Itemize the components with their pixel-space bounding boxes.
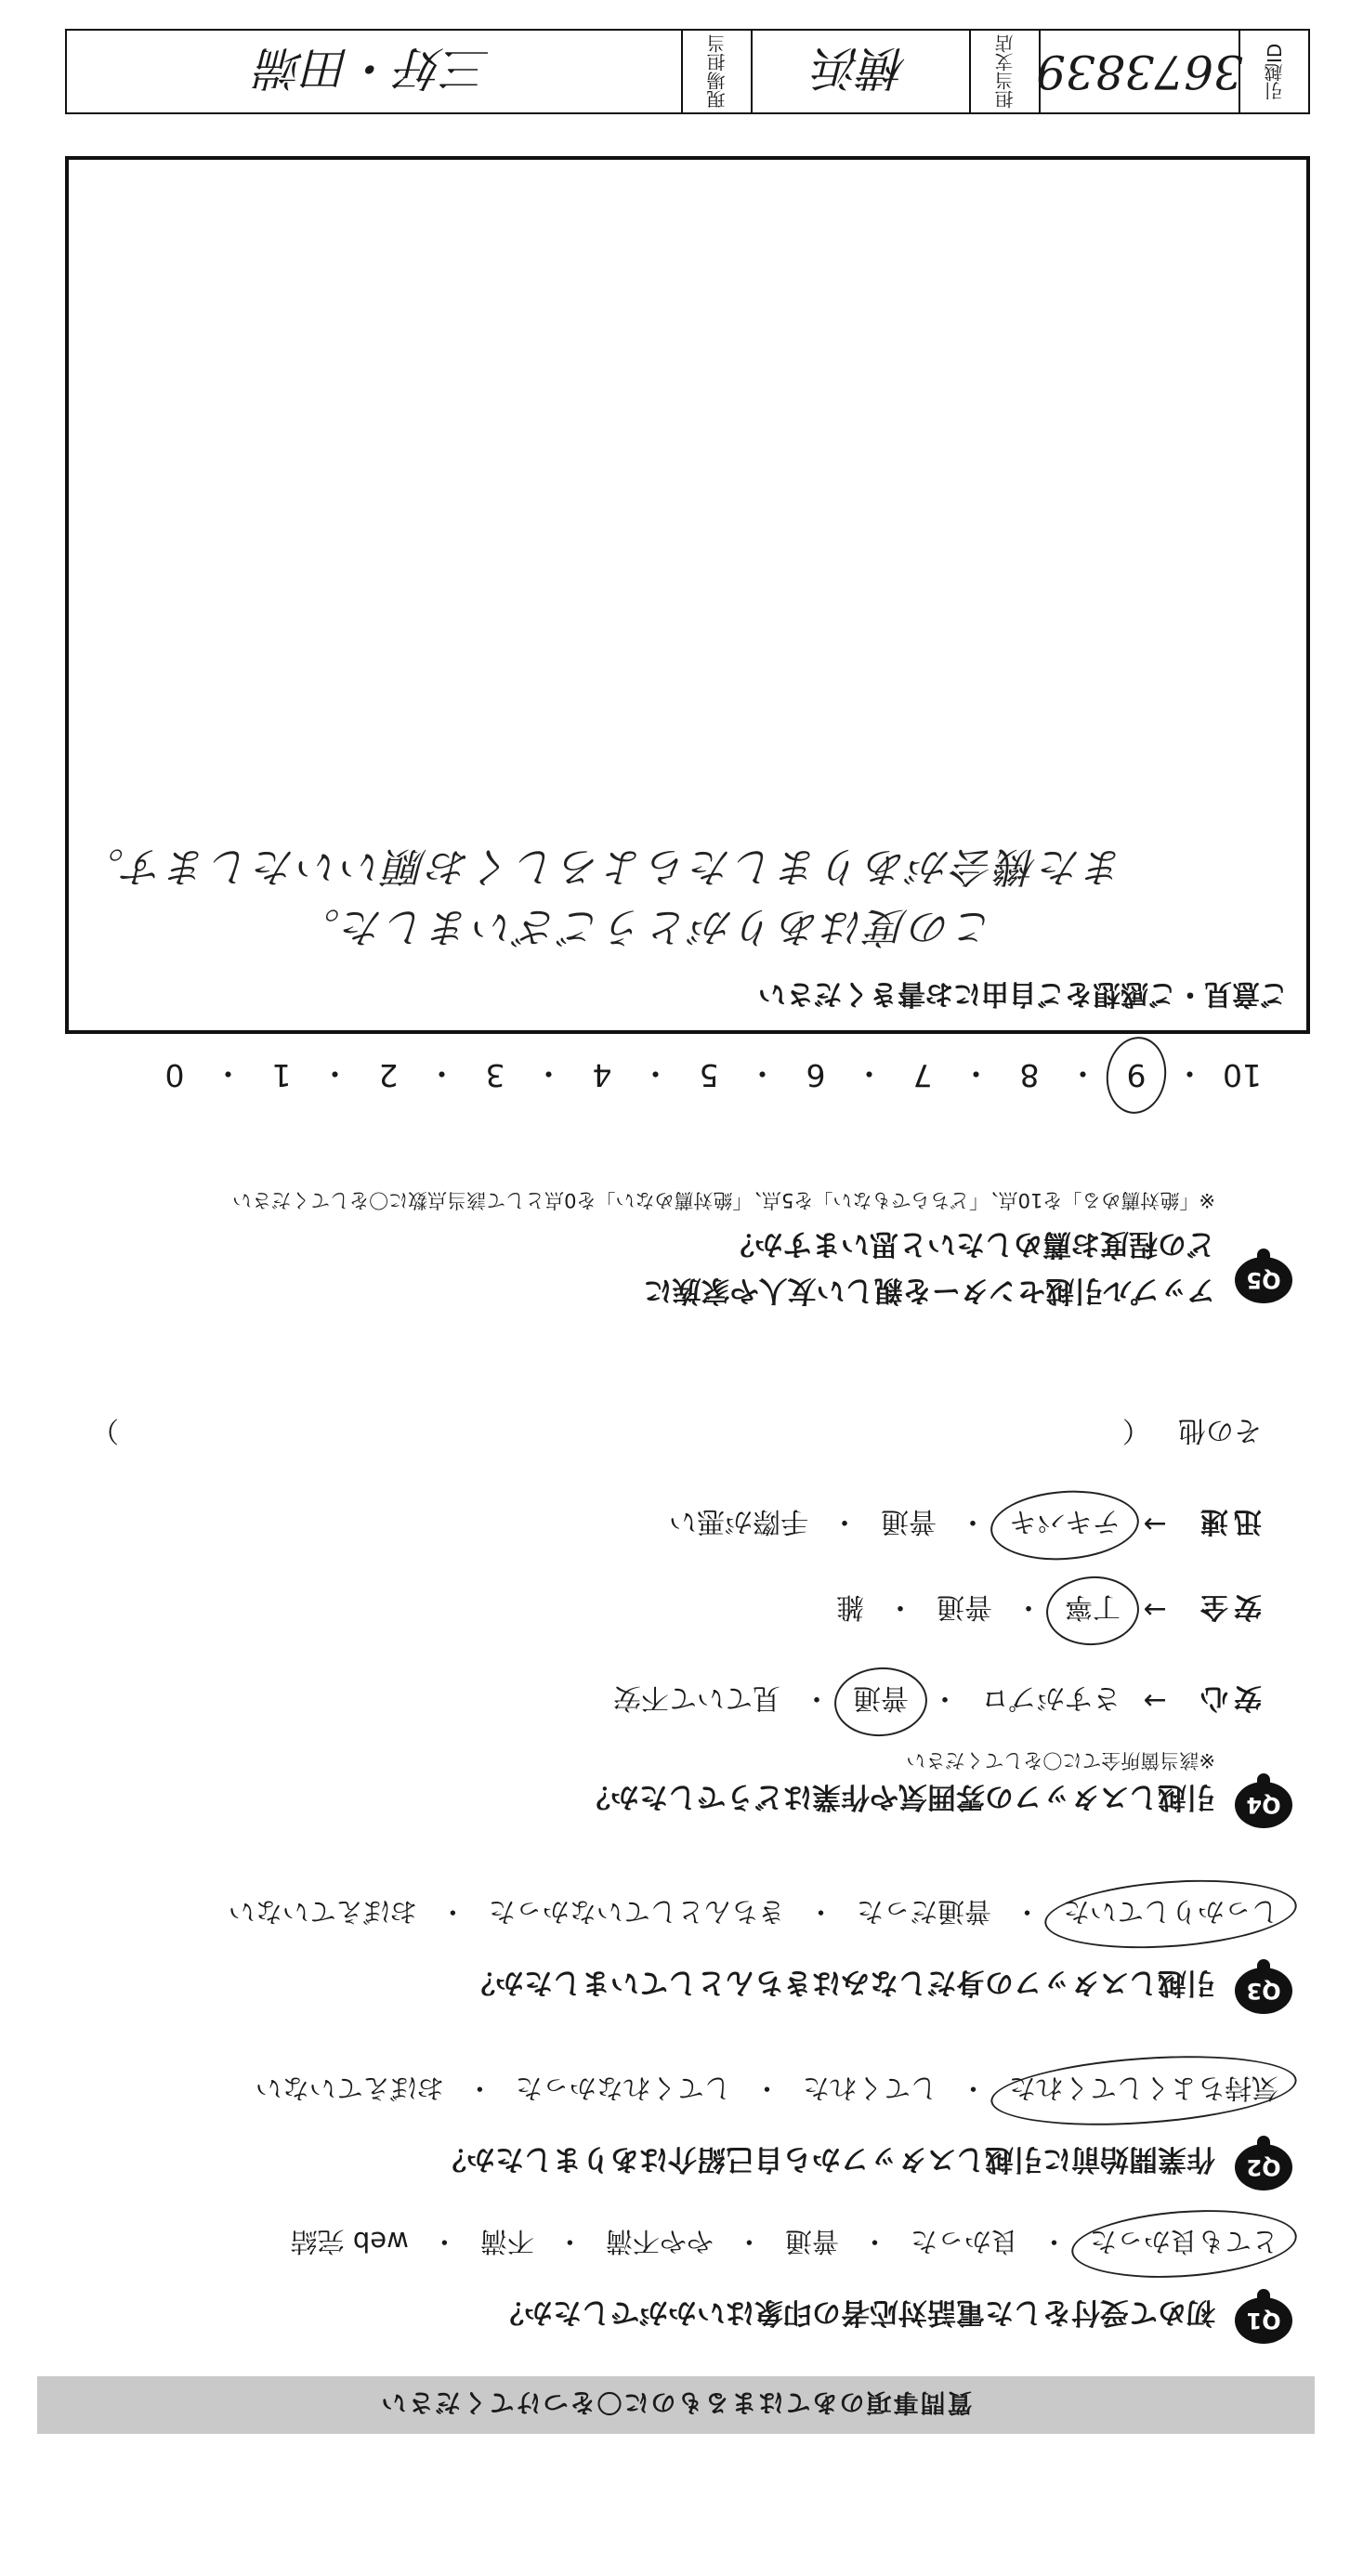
q4-anzen-option-3[interactable]: 雑 <box>836 1590 864 1623</box>
q4-anshin-option-2[interactable]: 普通 <box>851 1680 911 1721</box>
q4-anshin-option-1[interactable]: さすがプロ <box>981 1681 1121 1714</box>
leader-label: 現場担当 <box>706 34 728 109</box>
q4-row-label: 迅速 <box>1195 1505 1262 1537</box>
branch-label-cell <box>969 31 1039 112</box>
q1-badge: Q1 <box>1235 2297 1292 2344</box>
leader-value-cell <box>67 31 681 112</box>
q1-option-4[interactable]: やや不満 <box>605 2226 714 2257</box>
q5-scale: 10 ・ 9 ・ 8 ・ 7 ・ 6 ・ 5 ・ 4 ・ 3 ・ 2 ・ 1 ・ 0 <box>156 1053 1262 1097</box>
q1-option-3[interactable]: 普通 <box>784 2226 839 2257</box>
comment-box[interactable] <box>65 156 1310 1034</box>
q4-other-open: （ <box>1122 1414 1150 1446</box>
q2-option-4[interactable]: おぼえていない <box>255 2073 444 2104</box>
q4-jinsoku-option-1[interactable]: テキパキ <box>1007 1504 1122 1545</box>
q4-row-jinsoku: 迅速 → テキパキ ・ 普通 ・ 手際が悪い <box>667 1504 1262 1545</box>
leader-value: 三好・田端 <box>257 41 491 95</box>
id-value: 3673839 <box>1036 45 1243 98</box>
id-value-cell <box>1036 31 1243 112</box>
q4-row-label: 安心 <box>1195 1681 1262 1714</box>
q1-option-1[interactable]: とても良かった <box>1088 2224 1280 2262</box>
q3-option-3[interactable]: きちんとしていなかった <box>488 1896 785 1928</box>
q3-question: 引越しスタッフの身だしなみはきちんとしていましたか？ <box>466 1966 1215 1999</box>
q1-question: 初めて受付をした電話対応者の印象はいかがでしたか？ <box>495 2295 1215 2329</box>
q4-row-anshin: 安心 → さすがプロ ・ 普通 ・ 見ていて不安 <box>611 1680 1262 1721</box>
q4-anzen-option-2[interactable]: 普通 <box>937 1590 992 1623</box>
q3-option-4[interactable]: おぼえていない <box>228 1896 417 1928</box>
arrow-right-icon: → <box>1143 1684 1167 1718</box>
q5-score-3[interactable]: 3 <box>485 1057 505 1093</box>
q5-score-5[interactable]: 5 <box>699 1057 719 1093</box>
q2-option-1[interactable]: 気持ちよくしてくれた <box>1007 2071 1280 2109</box>
id-label: 引越ID <box>1264 43 1286 100</box>
q4-row-label: 安全 <box>1195 1590 1262 1623</box>
q5-score-0[interactable]: 0 <box>164 1057 185 1093</box>
comment-title: ご意見・ご感想をご自由にお書きください <box>758 977 1288 1010</box>
q4-other-close: ） <box>91 1414 119 1446</box>
arrow-right-icon: → <box>1143 1593 1167 1627</box>
leader-label-cell <box>681 31 751 112</box>
comment-handwriting-line2: また機会がありましたらよろしくお願いいたします。 <box>80 843 1125 890</box>
q3-badge: Q3 <box>1235 1968 1292 2014</box>
header-table <box>65 29 1310 114</box>
q3-options: しっかりしていた ・ 普通だった ・ きちんとしていなかった ・ おぼえていない <box>227 1894 1280 1932</box>
branch-label: 担当支店 <box>994 34 1016 109</box>
branch-value-cell <box>751 31 969 112</box>
branch-value: 横浜 <box>814 41 908 95</box>
q1-options: とても良かった ・ 良かった ・ 普通 ・ やや不満 ・ 不満 ・ web 完結 <box>289 2224 1280 2262</box>
q5-score-1[interactable]: 1 <box>271 1057 292 1093</box>
q4-note: ※該当箇所全てに〇をしてください <box>906 1749 1215 1772</box>
instruction-bar <box>37 2376 1315 2434</box>
arrow-right-icon: → <box>1143 1508 1167 1541</box>
q5-note: ※「絶対薦める」を10点、「どちらでもない」を5点、「絶対薦めない」を0点として該当点数に〇をしてください <box>232 1189 1215 1211</box>
q4-question: 引越しスタッフの雰囲気や作業はどうでしたか？ <box>582 1780 1215 1813</box>
q4-jinsoku-option-3[interactable]: 手際が悪い <box>669 1505 808 1537</box>
q1-option-6[interactable]: web 完結 <box>290 2226 409 2257</box>
q3-option-2[interactable]: 普通だった <box>856 1896 991 1928</box>
q5-score-6[interactable]: 6 <box>806 1057 826 1093</box>
q5-score-8[interactable]: 8 <box>1019 1057 1040 1093</box>
instruction-text: 質問事項のあてはまるものに〇をつけてください <box>379 2387 973 2417</box>
id-label-cell <box>1239 31 1308 112</box>
q4-badge: Q4 <box>1235 1782 1292 1828</box>
q3-option-1[interactable]: しっかりしていた <box>1061 1894 1280 1932</box>
comment-handwriting-line1: この度はありがとうございました。 <box>296 903 995 950</box>
q2-options: 気持ちよくしてくれた ・ してくれた ・ してくれなかった ・ おぼえていない <box>254 2071 1280 2109</box>
q4-row-anzen: 安全 → 丁寧 ・ 普通 ・ 雑 <box>834 1589 1262 1630</box>
q2-badge: Q2 <box>1235 2144 1292 2190</box>
q5-badge: Q5 <box>1235 1257 1292 1303</box>
q5-question-line2: どの程度お薦めしたいと思いますか？ <box>726 1227 1215 1261</box>
q2-question: 作業開始前に引越しスタッフから自己紹介はありましたか？ <box>438 2142 1215 2176</box>
q4-other-label: その他 <box>1178 1414 1262 1446</box>
q1-option-5[interactable]: 不満 <box>479 2226 534 2257</box>
q5-score-10[interactable]: 10 <box>1223 1057 1262 1093</box>
q5-score-4[interactable]: 4 <box>592 1057 612 1093</box>
q4-anzen-option-1[interactable]: 丁寧 <box>1063 1589 1122 1630</box>
q5-score-9[interactable]: 9 <box>1118 1057 1155 1093</box>
q4-row-other <box>91 1413 1262 1454</box>
q4-jinsoku-option-2[interactable]: 普通 <box>881 1505 937 1537</box>
q2-option-3[interactable]: してくれなかった <box>515 2073 731 2104</box>
q2-option-2[interactable]: してくれた <box>802 2073 937 2104</box>
q4-anshin-option-3[interactable]: 見ていて不安 <box>613 1681 780 1714</box>
q5-question-line1: アップル引越センターを親しい友人や家族に <box>643 1274 1215 1307</box>
q5-score-7[interactable]: 7 <box>912 1057 933 1093</box>
q1-option-2[interactable]: 良かった <box>910 2226 1018 2257</box>
q5-score-2[interactable]: 2 <box>378 1057 399 1093</box>
